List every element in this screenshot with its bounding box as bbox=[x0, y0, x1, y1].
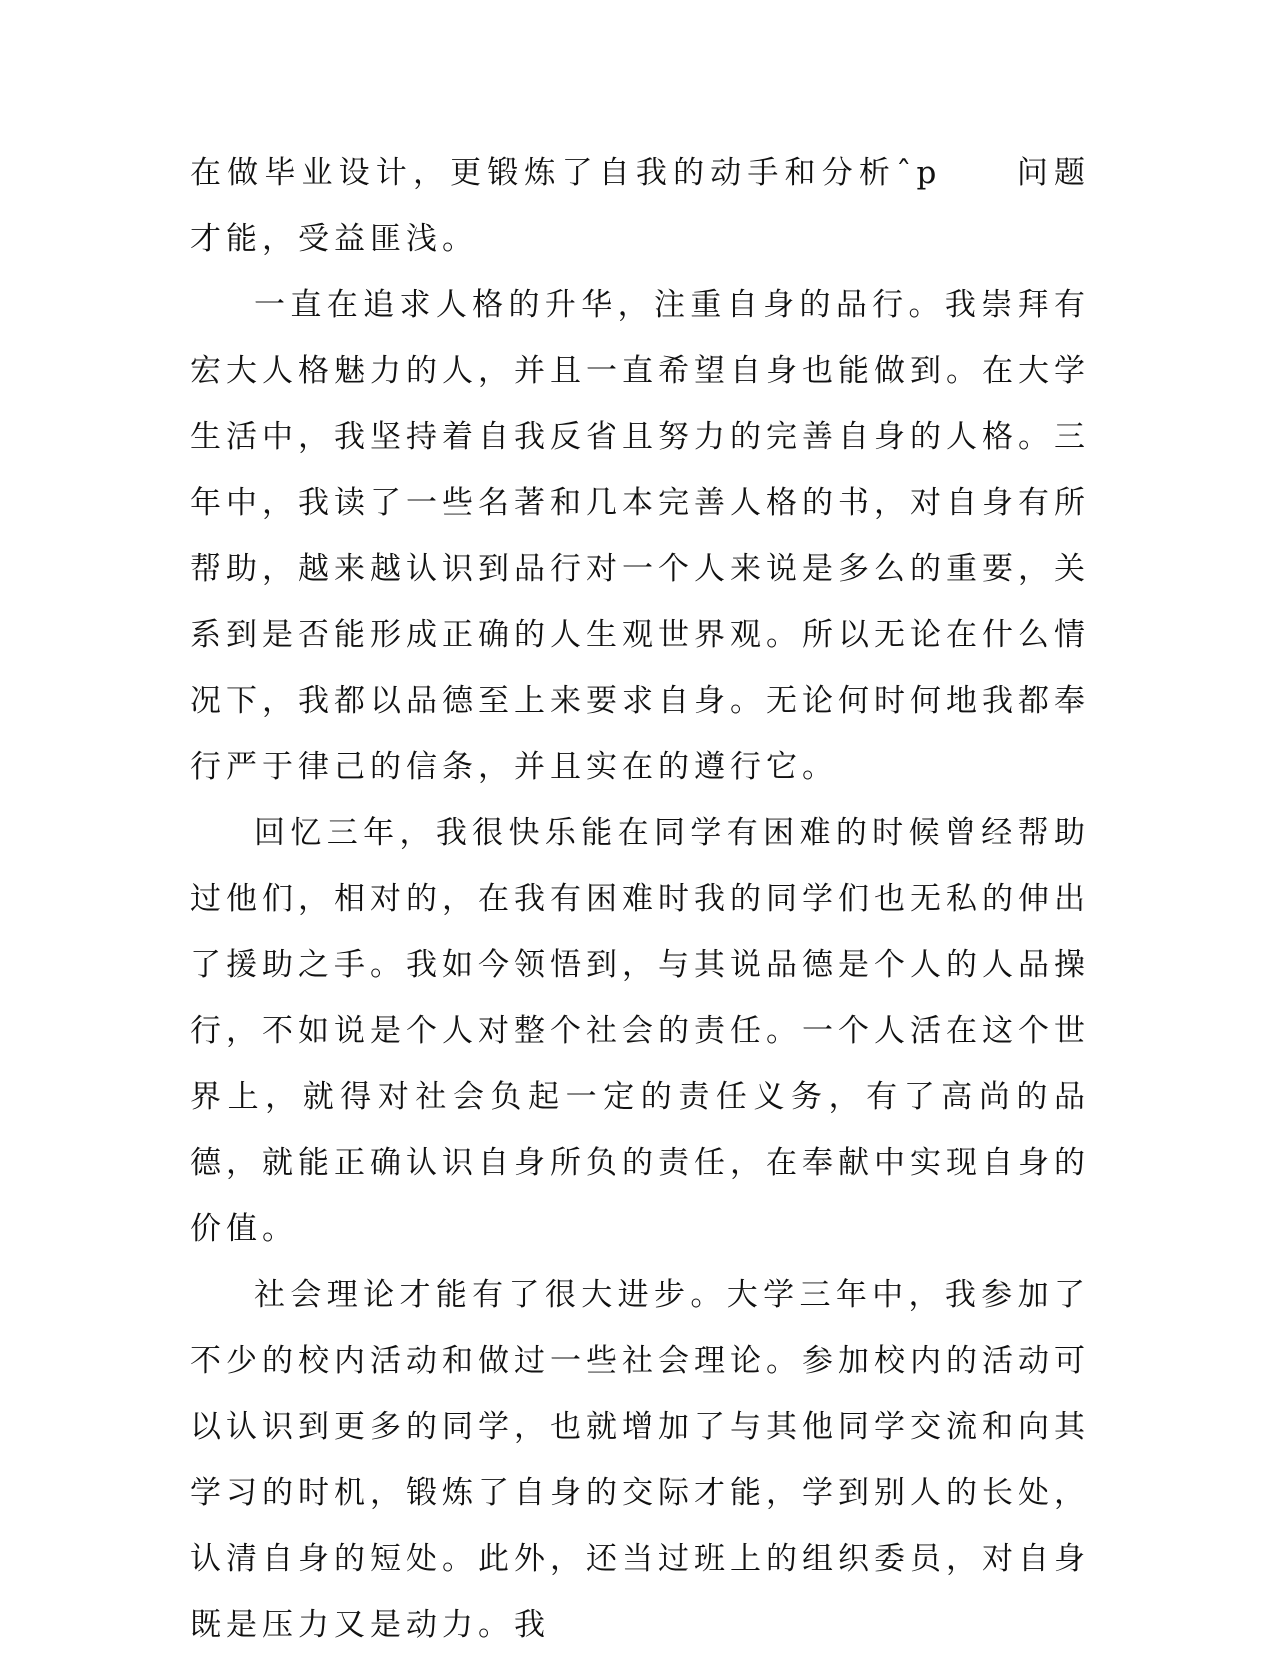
paragraph-continuation: 在做毕业设计，更锻炼了自我的动手和分析ˆp 问题才能，受益匪浅。 bbox=[190, 155, 1090, 257]
paragraph-memories: 回忆三年，我很快乐能在同学有困难的时候曾经帮助过他们，相对的，在我有困难时我的同学们也无私的伸出了援助之手。我如今领悟到，与其说品德是个人的人品操行，不如说是个人对整个社会的责任。一个人活在这个世界上，就得对社会负起一定的责任义务，有了高尚的品德，就能正确认识自身所负的责任，在奉献中实现自身的价值。 bbox=[190, 815, 1090, 1247]
paragraph-personality: 一直在追求人格的升华，注重自身的品行。我崇拜有宏大人格魅力的人，并且一直希望自身也能做到。在大学生活中，我坚持着自我反省且努力的完善自身的人格。三年中，我读了一些名著和几本完善人格的书，对自身有所帮助，越来越认识到品行对一个人来说是多么的重要，关系到是否能形成正确的人生观世界观。所以无论在什么情况下，我都以品德至上来要求自身。无论何时何地我都奉行严于律己的信条，并且实在的遵行它。 bbox=[190, 287, 1090, 785]
paragraph-social-practice: 社会理论才能有了很大进步。大学三年中，我参加了不少的校内活动和做过一些社会理论。参加校内的活动可以认识到更多的同学，也就增加了与其他同学交流和向其学习的时机，锻炼了自身的交际才能，学到别人的长处，认清自身的短处。此外，还当过班上的组织委员，对自身既是压力又是动力。我 bbox=[190, 1277, 1090, 1643]
body-text bbox=[190, 140, 1090, 1658]
